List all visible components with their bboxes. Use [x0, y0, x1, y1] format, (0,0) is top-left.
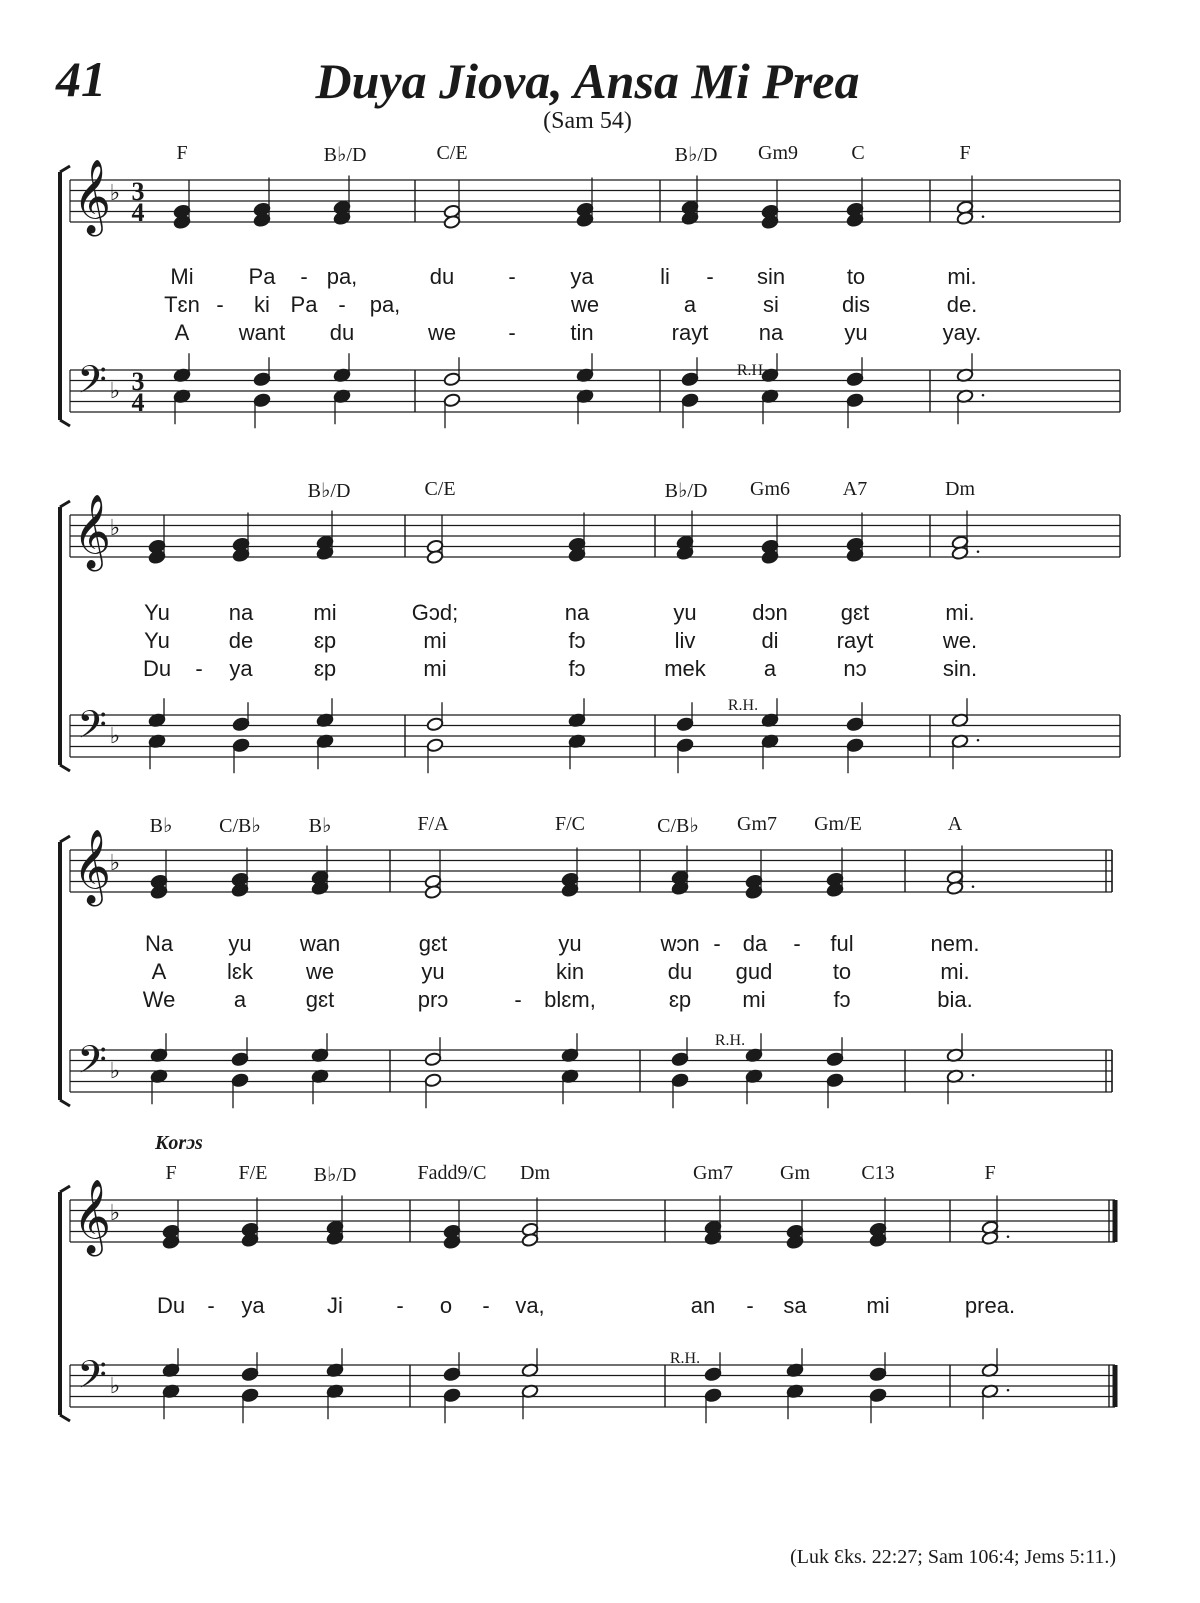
- chord-symbol: C/E: [424, 478, 456, 500]
- chord-symbol: Gm7: [693, 1162, 733, 1184]
- treble-clef: 𝄞: [73, 495, 111, 569]
- lyric-syllable: Gɔd;: [411, 600, 459, 625]
- treble-note: [316, 546, 334, 561]
- lyric-syllable: to: [832, 959, 852, 984]
- key-signature-flat: ♭: [109, 1201, 121, 1226]
- lyric-syllable: li: [660, 264, 670, 289]
- dotted-note: .: [970, 868, 976, 893]
- dotted-note: .: [980, 376, 986, 402]
- lyric-syllable: ɛp: [313, 656, 337, 681]
- lyric-syllable: nem.: [930, 931, 980, 956]
- treble-note: [241, 1233, 259, 1248]
- lyric-syllable: gɛt: [305, 987, 335, 1012]
- lyric-syllable: va,: [515, 1293, 545, 1318]
- lyric-syllable: ɛp: [668, 987, 692, 1012]
- lyric-syllable: We: [142, 987, 176, 1012]
- treble-note: [786, 1235, 804, 1250]
- lyric-syllable: du: [667, 959, 693, 984]
- lyric-syllable: mi.: [945, 600, 975, 625]
- lyric-syllable: dɔn: [752, 600, 788, 625]
- lyric-syllable: we: [427, 320, 457, 345]
- bass-note: [241, 1388, 259, 1403]
- lyric-syllable: a: [683, 292, 697, 317]
- bass-note: [424, 1073, 442, 1088]
- lyric-syllable: Yu: [144, 600, 170, 625]
- key-signature-flat: ♭: [109, 1374, 121, 1399]
- right-hand-marker: R.H.: [669, 1350, 701, 1367]
- dotted-note: .: [980, 198, 986, 223]
- treble-note: [232, 548, 250, 563]
- chord-symbol: F: [984, 1162, 996, 1184]
- key-signature-flat: ♭: [109, 379, 121, 404]
- bass-note: [424, 1052, 442, 1067]
- time-signature-top: 3: [131, 367, 145, 396]
- lyric-syllable: Ji: [327, 1293, 343, 1318]
- lyric-syllable: blɛm,: [544, 987, 596, 1012]
- treble-note: [981, 1231, 999, 1246]
- lyric-syllable: -: [508, 264, 516, 289]
- chord-symbol: C: [851, 142, 865, 164]
- lyric-syllable: yu: [844, 320, 868, 345]
- lyric-syllable: ya: [229, 656, 253, 681]
- lyric-syllable: mi: [313, 600, 337, 625]
- chord-symbol: F: [176, 142, 188, 164]
- lyric-syllable: de: [228, 628, 254, 653]
- chord-symbol: B♭: [308, 815, 332, 837]
- system-bracket-top: [60, 166, 70, 172]
- treble-note: [956, 211, 974, 226]
- chord-symbol: Dm: [945, 478, 975, 500]
- treble-note: [253, 213, 271, 228]
- lyric-syllable: du: [429, 264, 455, 289]
- bass-note: [253, 393, 271, 408]
- bass-note: [443, 372, 461, 387]
- time-signature-bottom: 4: [131, 198, 145, 227]
- lyric-syllable: lɛk: [227, 959, 253, 984]
- key-signature-flat: ♭: [109, 1059, 121, 1084]
- lyric-syllable: si: [763, 292, 779, 317]
- lyric-syllable: ya: [570, 264, 594, 289]
- lyric-syllable: da: [742, 931, 768, 956]
- bass-note: [826, 1073, 844, 1088]
- lyric-syllable: Tɛn: [164, 292, 200, 317]
- lyric-syllable: dis: [841, 292, 871, 317]
- bass-note: [704, 1388, 722, 1403]
- chord-symbol: B♭/D: [674, 144, 718, 166]
- lyric-syllable: rayt: [671, 320, 709, 345]
- lyric-syllable: mi: [423, 628, 447, 653]
- lyric-syllable: we: [570, 292, 600, 317]
- chord-symbol: F/A: [417, 813, 449, 835]
- bass-note: [443, 1388, 461, 1403]
- chord-symbol: C/B♭: [219, 815, 261, 837]
- lyric-syllable: -: [195, 656, 203, 681]
- lyric-syllable: sin.: [942, 656, 978, 681]
- lyric-syllable: fɔ: [833, 987, 851, 1012]
- system-bracket-bottom: [60, 765, 70, 771]
- treble-note: [951, 546, 969, 561]
- time-signature-top: 3: [131, 177, 145, 206]
- lyric-syllable: sin: [756, 264, 786, 289]
- lyric-syllable: Yu: [144, 628, 170, 653]
- lyric-syllable: Mi: [170, 264, 194, 289]
- lyric-syllable: A: [151, 959, 167, 984]
- lyric-syllable: fɔ: [568, 628, 586, 653]
- chord-symbol: F/C: [554, 813, 586, 835]
- lyric-syllable: yu: [558, 931, 582, 956]
- right-hand-marker: R.H.: [727, 697, 759, 714]
- bass-note: [426, 717, 444, 732]
- bass-note: [676, 738, 694, 753]
- chorus-label: Korɔs: [155, 1132, 203, 1154]
- dotted-note: .: [975, 533, 981, 558]
- lyric-syllable: gud: [735, 959, 773, 984]
- lyric-syllable: de.: [946, 292, 978, 317]
- lyric-syllable: kin: [555, 959, 585, 984]
- lyric-syllable: yu: [228, 931, 252, 956]
- lyric-syllable: A: [174, 320, 190, 345]
- chord-symbol: Fadd9/C: [417, 1162, 487, 1184]
- bass-clef: 𝄢: [77, 357, 107, 411]
- lyric-syllable: Du: [156, 1293, 186, 1318]
- chord-symbol: C13: [861, 1162, 895, 1184]
- lyric-syllable: want: [238, 320, 286, 345]
- lyric-syllable: wɔn: [660, 931, 700, 956]
- treble-note: [150, 885, 168, 900]
- key-signature-flat: ♭: [109, 851, 121, 876]
- chord-symbol: B♭: [149, 815, 173, 837]
- treble-note: [681, 211, 699, 226]
- bass-clef: 𝄢: [77, 1352, 107, 1406]
- chord-symbol: Gm7: [737, 813, 777, 835]
- treble-note: [426, 550, 444, 565]
- lyric-syllable: di: [761, 628, 779, 653]
- lyric-syllable: gɛt: [840, 600, 870, 625]
- treble-note: [676, 546, 694, 561]
- key-signature-flat: ♭: [109, 516, 121, 541]
- system-bracket-bottom: [60, 420, 70, 426]
- chord-symbol: B♭/D: [307, 480, 351, 502]
- bass-note: [253, 372, 271, 387]
- lyric-syllable: -: [713, 931, 721, 956]
- lyric-syllable: a: [763, 656, 777, 681]
- system-bracket-top: [60, 836, 70, 842]
- lyric-syllable: na: [228, 600, 254, 625]
- lyric-syllable: we.: [942, 628, 978, 653]
- treble-note: [173, 215, 191, 230]
- treble-note: [521, 1233, 539, 1248]
- lyric-syllable: mi: [742, 987, 766, 1012]
- lyric-syllable: wan: [299, 931, 341, 956]
- hymn-number: 41: [56, 51, 106, 107]
- treble-note: [333, 211, 351, 226]
- lyric-syllable: ki: [254, 292, 270, 317]
- treble-clef: 𝄞: [73, 830, 111, 904]
- lyric-syllable: rayt: [836, 628, 874, 653]
- treble-note: [745, 885, 763, 900]
- lyric-syllable: mek: [664, 656, 706, 681]
- treble-note: [846, 213, 864, 228]
- scripture-references: (Luk Ɛks. 22:27; Sam 106:4; Jems 5:11.): [790, 1546, 1116, 1568]
- bass-note: [681, 372, 699, 387]
- chord-symbol: B♭/D: [664, 480, 708, 502]
- dotted-note: .: [1005, 1218, 1011, 1243]
- lyric-syllable: a: [233, 987, 247, 1012]
- system-bracket-top: [60, 501, 70, 507]
- lyric-syllable: -: [396, 1293, 404, 1318]
- treble-note: [826, 883, 844, 898]
- bass-note: [869, 1388, 887, 1403]
- treble-note: [671, 881, 689, 896]
- bass-note: [426, 738, 444, 753]
- bass-note: [671, 1073, 689, 1088]
- chord-symbol: Gm6: [750, 478, 790, 500]
- chord-symbol: Gm: [780, 1162, 810, 1184]
- bass-clef: 𝄢: [77, 1037, 107, 1091]
- lyric-syllable: bia.: [937, 987, 973, 1012]
- treble-note: [869, 1233, 887, 1248]
- chord-symbol: B♭/D: [313, 1164, 357, 1186]
- treble-note: [443, 1235, 461, 1250]
- lyric-syllable: to: [846, 264, 866, 289]
- lyric-syllable: sa: [783, 1293, 807, 1318]
- lyric-syllable: yu: [421, 959, 445, 984]
- chord-symbol: F: [165, 1162, 177, 1184]
- key-signature-flat: ♭: [109, 181, 121, 206]
- bass-note: [826, 1052, 844, 1067]
- lyric-syllable: ɛp: [313, 628, 337, 653]
- treble-note: [704, 1231, 722, 1246]
- chord-symbol: Dm: [520, 1162, 550, 1184]
- lyric-syllable: Pa: [290, 292, 318, 317]
- treble-clef: 𝄞: [73, 1180, 111, 1254]
- treble-note: [311, 881, 329, 896]
- bass-note: [231, 1052, 249, 1067]
- chord-symbol: C/B♭: [657, 815, 699, 837]
- hymn-title: Duya Jiova, Ansa Mi Prea: [315, 53, 860, 109]
- bass-note: [231, 1073, 249, 1088]
- lyric-syllable: mi: [866, 1293, 890, 1318]
- lyric-syllable: fɔ: [568, 656, 586, 681]
- lyric-syllable: -: [207, 1293, 215, 1318]
- bass-note: [443, 393, 461, 408]
- lyric-syllable: gɛt: [418, 931, 448, 956]
- lyric-syllable: nɔ: [843, 656, 867, 681]
- treble-note: [946, 881, 964, 896]
- treble-note: [761, 550, 779, 565]
- lyric-syllable: mi: [423, 656, 447, 681]
- lyric-syllable: -: [746, 1293, 754, 1318]
- lyric-syllable: Pa: [248, 264, 276, 289]
- bass-note: [241, 1367, 259, 1382]
- lyric-syllable: an: [690, 1293, 716, 1318]
- bass-clef: 𝄢: [77, 702, 107, 756]
- treble-note: [846, 548, 864, 563]
- lyric-syllable: -: [514, 987, 522, 1012]
- treble-note: [424, 885, 442, 900]
- chord-symbol: Gm/E: [814, 813, 862, 835]
- lyric-syllable: -: [508, 320, 516, 345]
- chord-symbol: F/E: [238, 1162, 268, 1184]
- treble-note: [568, 548, 586, 563]
- lyric-syllable: o: [439, 1293, 453, 1318]
- chord-symbol: F: [959, 142, 971, 164]
- dotted-note: .: [1005, 1371, 1011, 1397]
- lyric-syllable: -: [706, 264, 714, 289]
- bass-note: [232, 738, 250, 753]
- lyric-syllable: -: [216, 292, 224, 317]
- bass-note: [846, 372, 864, 387]
- lyric-syllable: yu: [673, 600, 697, 625]
- treble-note: [561, 883, 579, 898]
- lyric-syllable: mi.: [947, 264, 977, 289]
- bass-note: [704, 1367, 722, 1382]
- bass-note: [869, 1367, 887, 1382]
- lyric-syllable: du: [329, 320, 355, 345]
- chord-symbol: C/E: [436, 142, 468, 164]
- lyric-syllable: liv: [674, 628, 696, 653]
- system-bracket-top: [60, 1186, 70, 1192]
- lyric-syllable: mi.: [940, 959, 970, 984]
- bass-note: [232, 717, 250, 732]
- bass-note: [681, 393, 699, 408]
- lyric-syllable: prea.: [964, 1293, 1016, 1318]
- hymn-subtitle: (Sam 54): [543, 108, 632, 134]
- lyric-syllable: -: [300, 264, 308, 289]
- treble-note: [761, 215, 779, 230]
- right-hand-marker: R.H.: [736, 362, 768, 379]
- system-bracket-bottom: [60, 1415, 70, 1421]
- time-signature-bottom: 4: [131, 388, 145, 417]
- bass-note: [846, 738, 864, 753]
- treble-note: [162, 1235, 180, 1250]
- lyric-syllable: pa,: [326, 264, 358, 289]
- lyric-syllable: yay.: [942, 320, 982, 345]
- treble-note: [231, 883, 249, 898]
- lyric-syllable: ya: [241, 1293, 265, 1318]
- lyric-syllable: Na: [144, 931, 174, 956]
- right-hand-marker: R.H.: [714, 1032, 746, 1049]
- lyric-syllable: we: [305, 959, 335, 984]
- treble-note: [148, 550, 166, 565]
- bass-note: [846, 717, 864, 732]
- treble-clef: 𝄞: [73, 160, 111, 234]
- bass-note: [671, 1052, 689, 1067]
- lyric-syllable: -: [482, 1293, 490, 1318]
- dotted-note: .: [975, 721, 981, 747]
- dotted-note: .: [970, 1056, 976, 1082]
- chord-symbol: Gm9: [758, 142, 798, 164]
- system-bracket-bottom: [60, 1100, 70, 1106]
- chord-symbol: B♭/D: [323, 144, 367, 166]
- lyric-syllable: tin: [570, 320, 594, 345]
- bass-note: [676, 717, 694, 732]
- lyric-syllable: prɔ: [417, 987, 449, 1012]
- lyric-syllable: -: [793, 931, 801, 956]
- lyric-syllable: -: [338, 292, 346, 317]
- treble-note: [576, 213, 594, 228]
- treble-note: [443, 215, 461, 230]
- lyric-syllable: na: [758, 320, 784, 345]
- chord-symbol: A7: [842, 478, 868, 500]
- chord-symbol: A: [947, 813, 963, 835]
- lyric-syllable: ful: [830, 931, 854, 956]
- bass-note: [443, 1367, 461, 1382]
- lyric-syllable: pa,: [369, 292, 401, 317]
- lyric-syllable: Du: [142, 656, 172, 681]
- lyric-syllable: na: [564, 600, 590, 625]
- key-signature-flat: ♭: [109, 724, 121, 749]
- treble-note: [326, 1231, 344, 1246]
- bass-note: [846, 393, 864, 408]
